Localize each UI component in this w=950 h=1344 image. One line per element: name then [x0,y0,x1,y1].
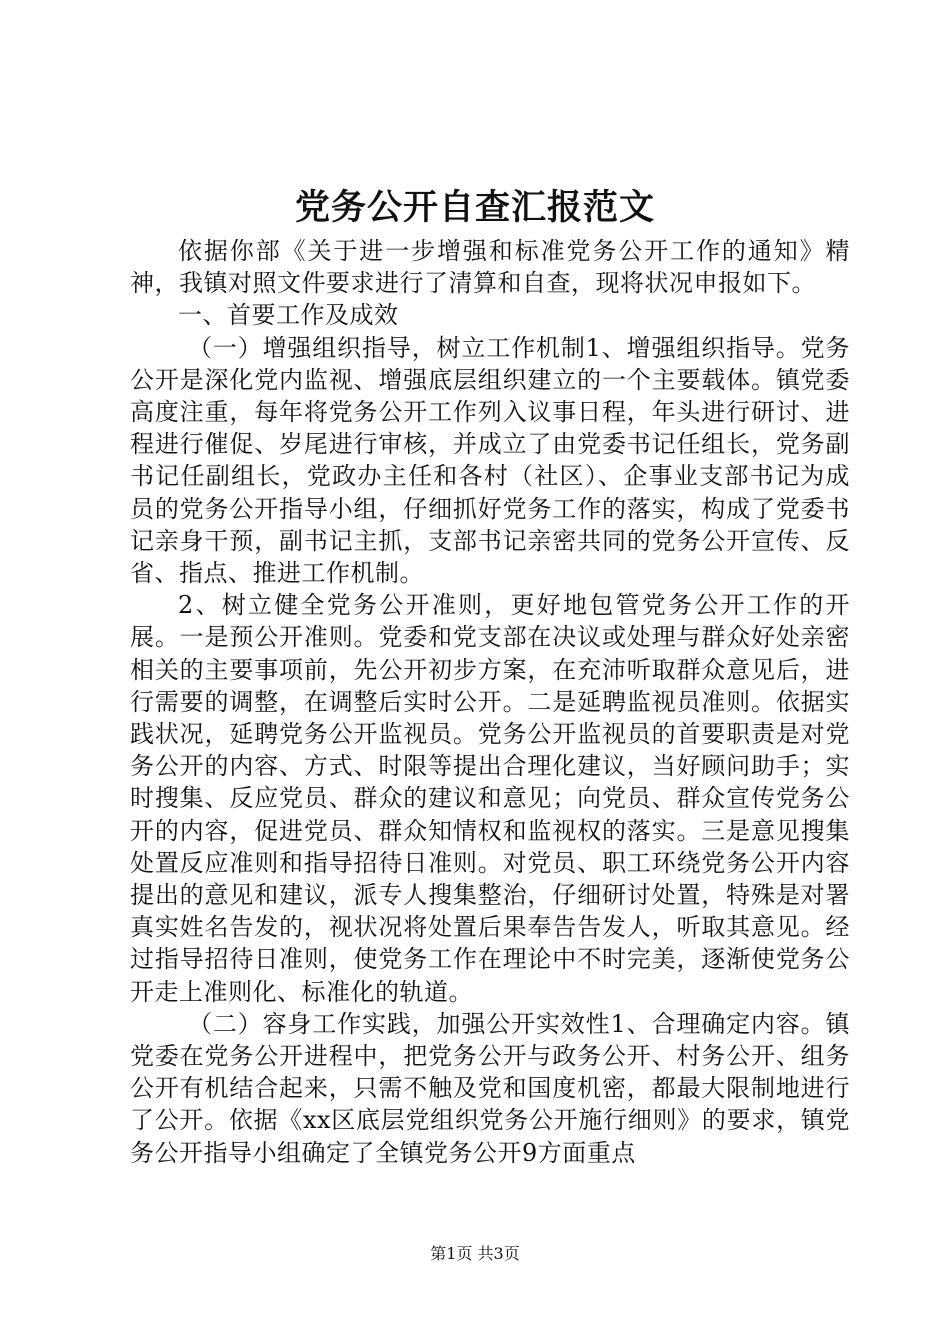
document-body [130,235,850,1169]
paragraph-item-2: 2、树立健全党务公开准则，更好地包管党务公开工作的开展。一是预公开准则。党委和党支部在决议或处理与群众好处亲密相关的主要事项前，先公开初步方案，在充沛听取群众意见后，进行需要的调整，在调整后实时公开。二是延聘监视员准则。依据实践状况，延聘党务公开监视员。党务公开监视员的首要职责是对党务公开的内容、方式、时限等提出合理化建议，当好顾问助手；实时搜集、反应党员、群众的建议和意见；向党员、群众宣传党务公开的内容，促进党员、群众知情权和监视权的落实。三是意见搜集处置反应准则和指导招待日准则。对党员、职工环绕党务公开内容提出的意见和建议，派专人搜集整治，仔细研讨处置，特殊是对署真实姓名告发的，视状况将处置后果奉告告发人，听取其意见。经过指导招待日准则，使党务工作在理论中不时完美，逐渐使党务公开走上准则化、标准化的轨道。 [130,591,850,1006]
paragraph-section-1: （一）增强组织指导，树立工作机制1、增强组织指导。党务公开是深化党内监视、增强底层组织建立的一个主要载体。镇党委高度注重，每年将党务公开工作列入议事日程，年头进行研讨、进程进行催促、岁尾进行审核，并成立了由党委书记任组长，党务副书记任副组长，党政办主任和各村（社区）、企事业支部书记为成员的党务公开指导小组，仔细抓好党务工作的落实，构成了党委书记亲身干预，副书记主抓，支部书记亲密共同的党务公开宣传、反省、指点、推进工作机制。 [130,333,850,588]
paragraph-section-2: （二）容身工作实践，加强公开实效性1、合理确定内容。镇党委在党务公开进程中，把党务公开与政务公开、村务公开、组务公开有机结合起来，只需不触及党和国度机密，都最大限制地进行了公开。依据《xx区底层党组织党务公开施行细则》的要求，镇党务公开指导小组确定了全镇党务公开9方面重点 [130,1009,850,1167]
document-title: 党务公开自查汇报范文 [294,187,655,228]
paragraph-intro: 依据你部《关于进一步增强和标准党务公开工作的通知》精神，我镇对照文件要求进行了清算和自查，现将状况申报如下。 [130,237,850,298]
section-heading: 一、首要工作及成效 [178,301,399,330]
page-number: 第1页 共3页 [430,1244,520,1263]
